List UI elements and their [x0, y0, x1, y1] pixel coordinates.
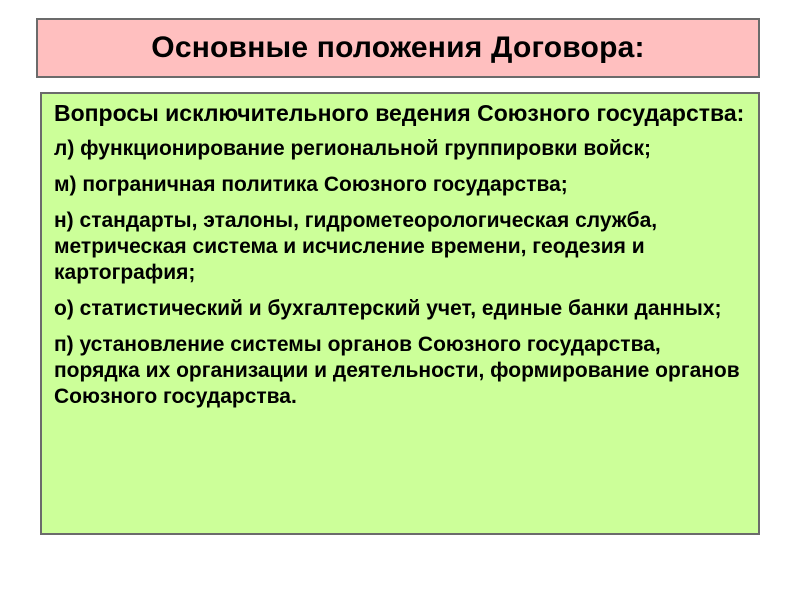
slide-title: Основные положения Договора: [151, 31, 645, 64]
title-banner [36, 18, 760, 78]
section-heading: Вопросы исключительного ведения Союзного государства: [54, 100, 745, 126]
list-item-m: м) пограничная политика Союзного государства; [54, 173, 568, 196]
list-item-p: п) установление системы органов Союзного государства, порядка их организации и деятельности, формирование органов Союзного государства. [54, 333, 740, 408]
list-item-n: н) стандарты, эталоны, гидрометеорологическая служба, метрическая система и исчисление времени, геодезия и картография; [54, 209, 658, 284]
list-item-o: о) статистический и бухгалтерский учет, единые банки данных; [54, 297, 722, 320]
list-item-l: л) функционирование региональной группировки войск; [54, 137, 651, 160]
content-panel [40, 92, 760, 535]
